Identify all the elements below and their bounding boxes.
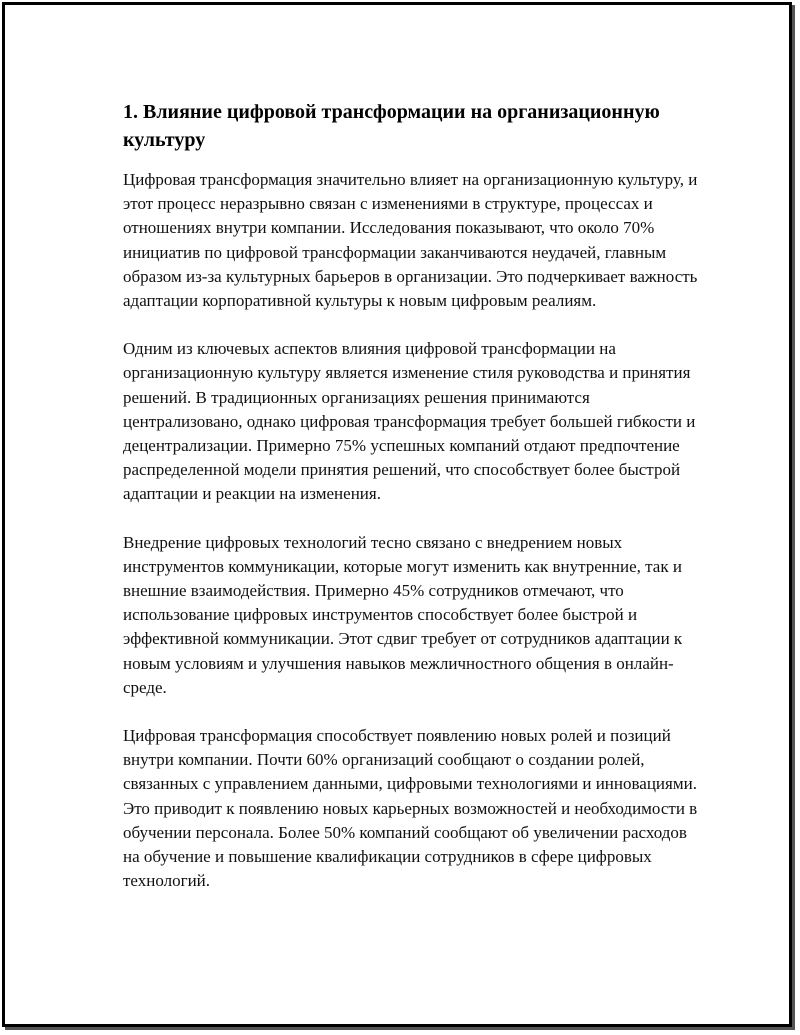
document-body [123,98,698,917]
paragraph-1: Цифровая трансформация значительно влияет на организационную культуру, и этот процесс неразрывно связан с изменениями в структуре, процессах и отношениях внутри компании. Исследования показывают, что около 70% инициатив по цифровой трансформации заканчиваются неудачей, главным образом из-за культурных барьеров в организации. Это подчеркивает важность адаптации корпоративной культуры к новым цифровым реалиям. [123,170,698,311]
paragraph-2: Одним из ключевых аспектов влияния цифровой трансформации на организационную культуру является изменение стиля руководства и принятия решений. В традиционных организациях решения принимаются централизовано, однако цифровая трансформация требует большей гибкости и децентрализации. Примерно 75% успешных компаний отдают предпочтение распределенной модели принятия решений, что способствует более быстрой адаптации и реакции на изменения. [123,339,696,504]
section-heading: 1. Влияние цифровой трансформации на организационную культуру [123,101,660,151]
page-frame [2,2,792,1027]
paragraph-3: Внедрение цифровых технологий тесно связано с внедрением новых инструментов коммуникации, которые могут изменить как внутренние, так и внешние взаимодействия. Примерно 45% сотрудников отмечают, что использование цифровых инструментов способствует более быстрой и эффективной коммуникации. Этот сдвиг требует от сотрудников адаптации к новым условиям и улучшения навыков межличностного общения в онлайн-среде. [123,532,683,697]
paragraph-4: Цифровая трансформация способствует появлению новых ролей и позиций внутри компании. Почти 60% организаций сообщают о создании ролей, связанных с управлением данными, цифровыми технологиями и инновациями. Это приводит к появлению новых карьерных возможностей и необходимости в обучении персонала. Более 50% компаний сообщают об увеличении расходов на обучение и повышение квалификации сотрудников в сфере цифровых технологий. [123,726,698,891]
